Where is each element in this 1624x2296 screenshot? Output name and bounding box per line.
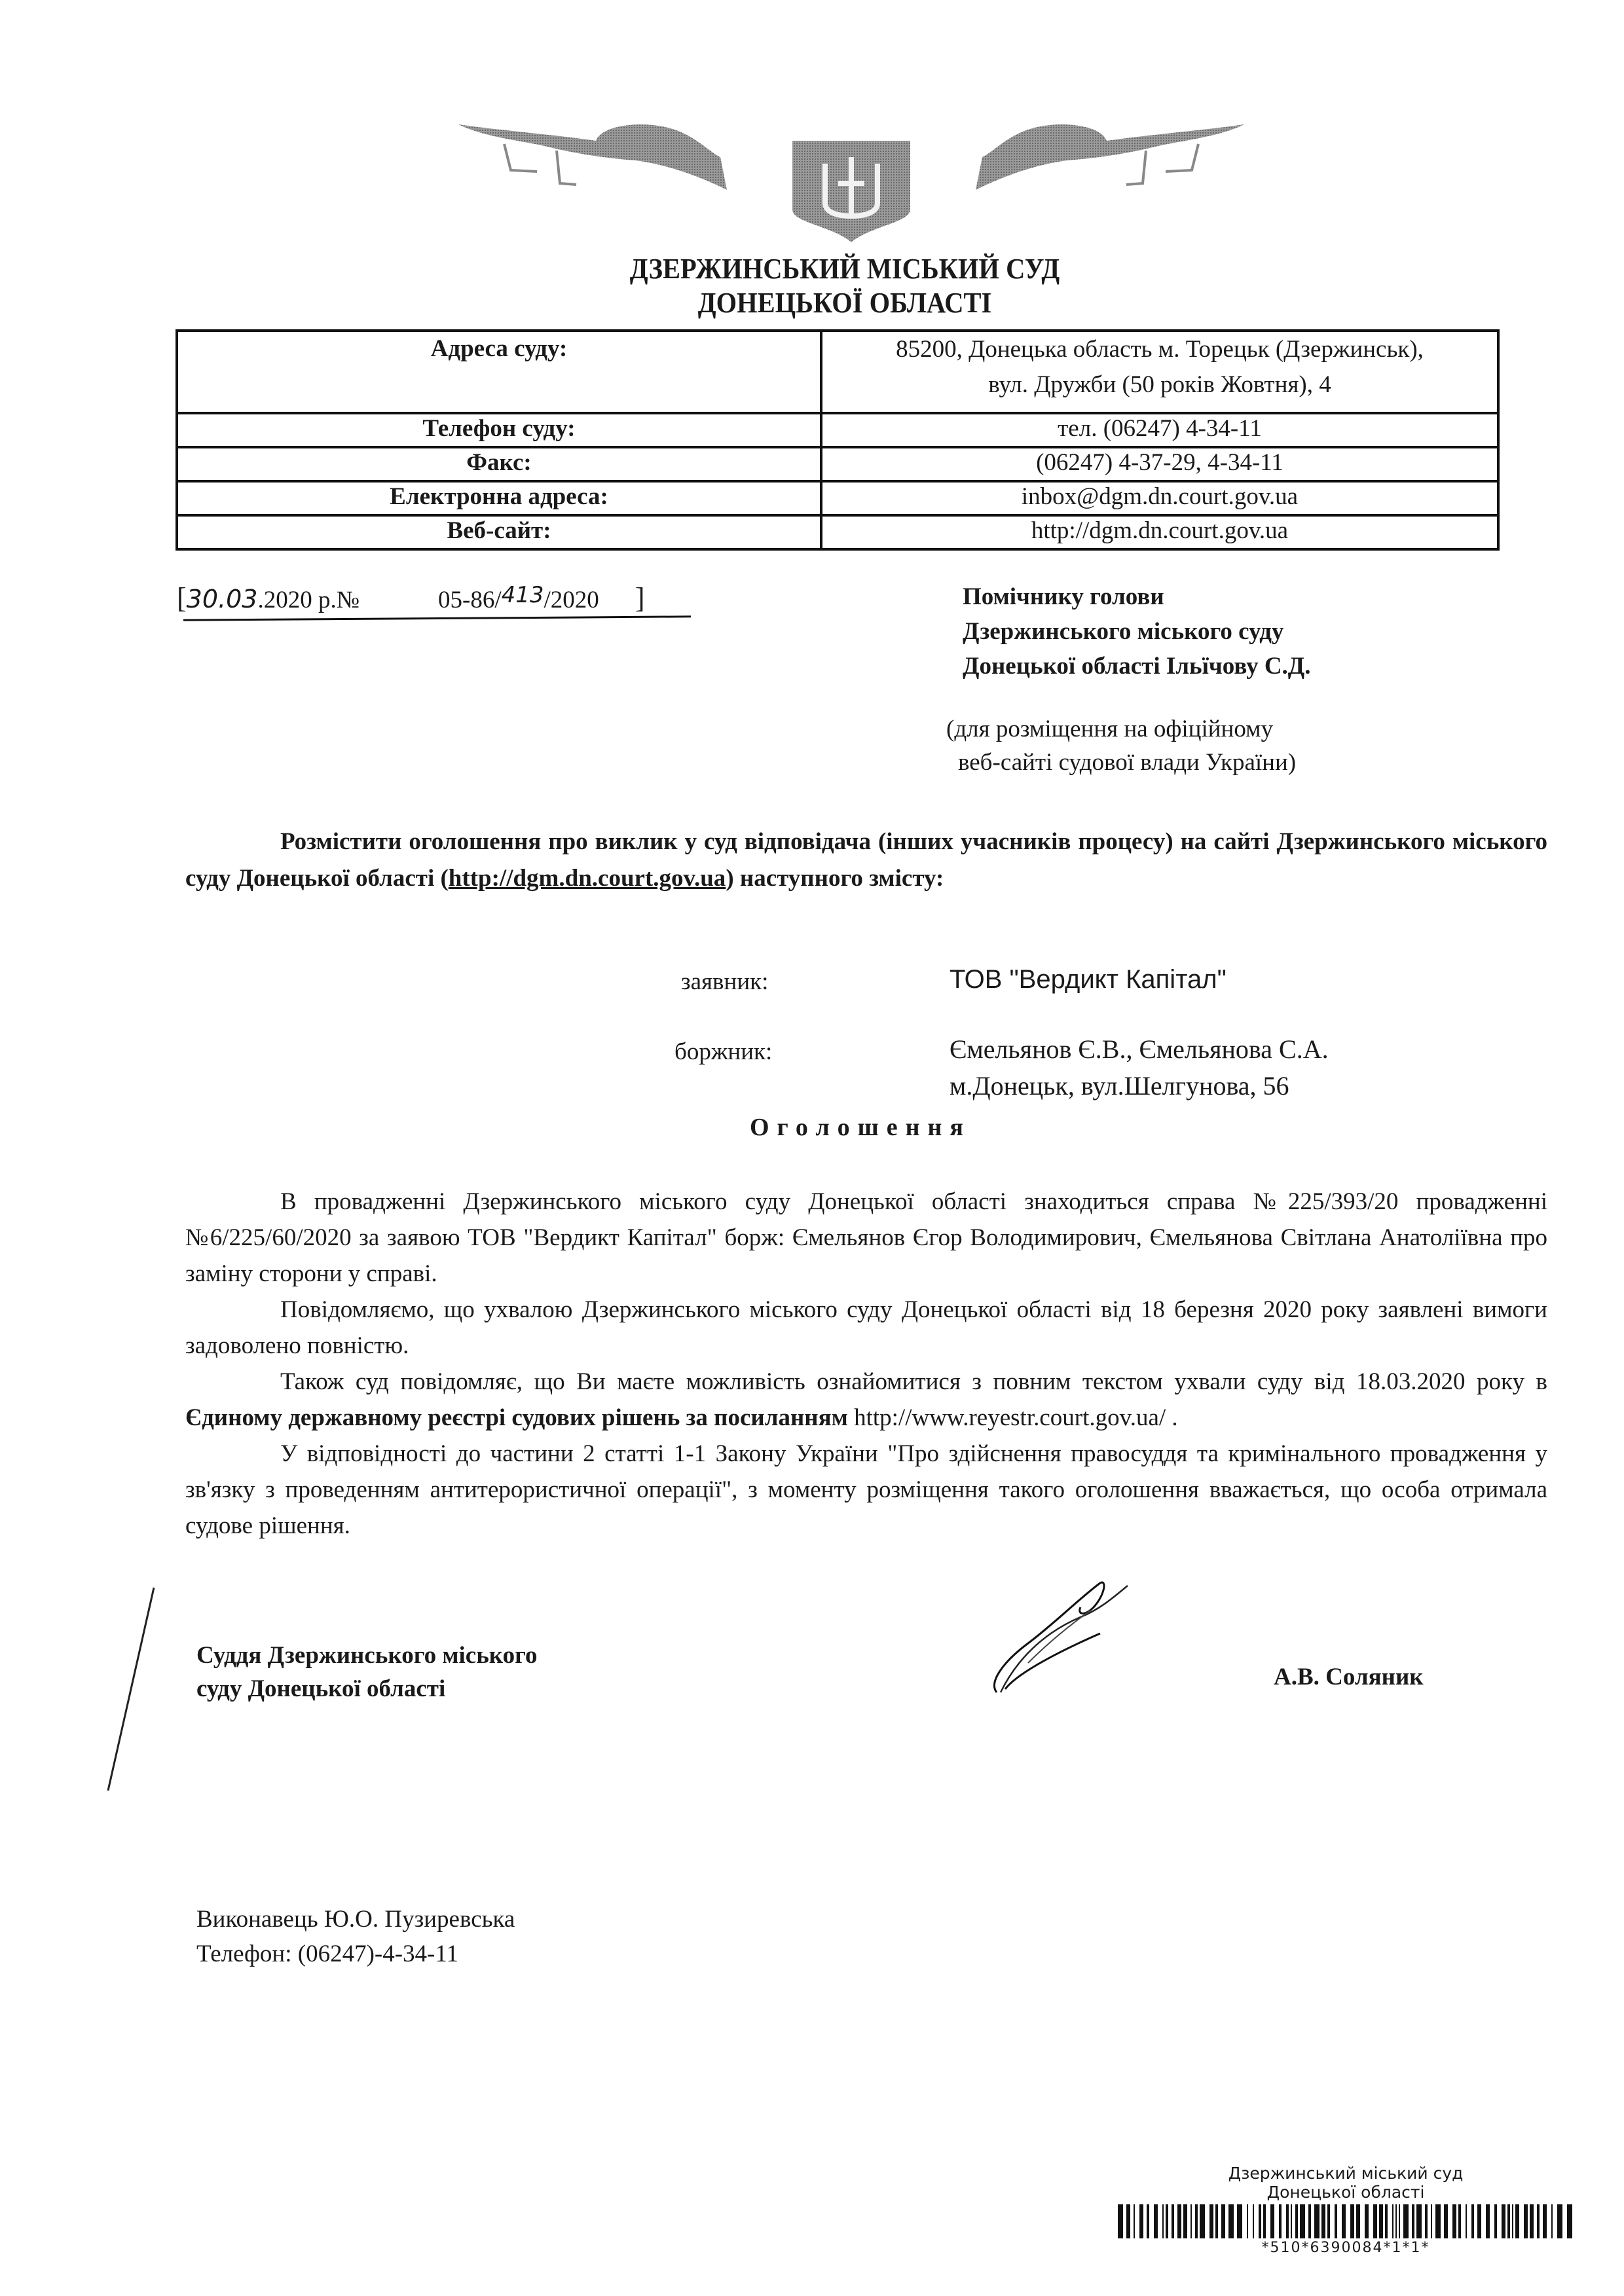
barcode-bar <box>1512 2204 1513 2238</box>
barcode-text: *510*6390084*1*1* <box>1261 2240 1430 2256</box>
barcode-bar <box>1300 2204 1305 2238</box>
body-paragraph-4 <box>185 1436 1547 1544</box>
body-paragraph-1 <box>185 1184 1547 1292</box>
barcode-bar <box>1327 2204 1330 2238</box>
signature-icon <box>950 1558 1179 1722</box>
barcode-bar <box>1435 2204 1441 2238</box>
table-row <box>177 515 1498 549</box>
barcode-bar <box>1215 2204 1218 2238</box>
barcode-bar <box>1134 2204 1135 2238</box>
court-website-link[interactable]: http://dgm.dn.court.gov.ua <box>448 865 726 892</box>
barcode-bar <box>1530 2204 1534 2238</box>
stamp-line2: Донецької області <box>1266 2183 1425 2202</box>
court-name-line2: ДОНЕЦЬКОЇ ОБЛАСТІ <box>697 287 992 319</box>
phone-label: Телефон суду: <box>177 413 821 447</box>
barcode-bar <box>1335 2204 1337 2238</box>
barcode-bar <box>1162 2204 1164 2238</box>
barcode-bar <box>1118 2204 1123 2238</box>
barcode-bar <box>1308 2204 1311 2238</box>
barcode-bar <box>1209 2204 1213 2238</box>
close-bracket: ] <box>635 582 645 614</box>
barcode-bar <box>1507 2204 1510 2238</box>
barcode-bar <box>1537 2204 1540 2238</box>
email-value[interactable]: inbox@dgm.dn.court.gov.ua <box>821 481 1498 515</box>
note-line2: веб-сайті судової влади України) <box>958 749 1297 776</box>
judge-position <box>196 1639 538 1705</box>
margin-slash-mark <box>105 1584 157 1794</box>
court-name-line1: ДЗЕРЖИНСЬКИЙ МІСЬКИЙ СУД <box>629 253 1060 285</box>
date-suffix: .2020 р.№ <box>257 587 360 613</box>
barcode-bar <box>1412 2204 1414 2238</box>
barcode-bar <box>1259 2204 1261 2238</box>
table-row <box>177 481 1498 515</box>
barcode-bar <box>1471 2204 1474 2238</box>
barcode-bar <box>1392 2204 1393 2238</box>
address-value <box>821 331 1498 413</box>
recipient-block <box>963 579 1311 683</box>
table-row <box>177 447 1498 481</box>
website-label: Веб-сайт: <box>177 515 821 549</box>
executor-phone: Телефон: (06247)-4-34-11 <box>196 1941 458 1967</box>
executor-name: Виконавець Ю.О. Пузиревська <box>196 1906 515 1933</box>
barcode-bar <box>1425 2204 1428 2238</box>
body-paragraph-1-text: В провадженні Дзержинського міського суду Донецької області знаходиться справа №225/393/20 провадженні №6/225/60/2020 за заявою ТОВ "Вердикт Капітал" борж: Ємельянов Єгор Володимирович, Ємельянова Світлана Анатоліївна про заміну сторони у справі. <box>185 1188 1547 1287</box>
barcode-bar <box>1314 2204 1320 2238</box>
barcode-bar <box>1221 2204 1225 2238</box>
handwritten-date: 30.03 <box>186 585 258 613</box>
number-prefix: 05-86/ <box>438 587 502 613</box>
judge-position-line1: Суддя Дзержинського міського <box>196 1642 538 1669</box>
body-paragraph-3-text: Також суд повідомляє, що Ви маєте можливість ознайомитися з повним текстом ухвали суду від 18.03.2020 року в <box>280 1368 1547 1395</box>
applicant-label: заявник: <box>681 968 769 995</box>
debtor-address: м.Донецьк, вул.Шелгунова, 56 <box>950 1071 1289 1101</box>
barcode-bar <box>1373 2204 1377 2238</box>
barcode-bar <box>1452 2204 1456 2238</box>
registry-name: Єдиному державному реєстрі судових рішень за посиланням <box>185 1404 848 1431</box>
announcement-title: Оголошення <box>750 1114 971 1141</box>
barcode-bar <box>1567 2204 1572 2238</box>
placement-note <box>946 712 1296 779</box>
barcode-bar <box>1524 2204 1528 2238</box>
address-label: Адреса суду: <box>177 331 821 413</box>
barcode-bar <box>1502 2204 1505 2238</box>
coat-of-arms-emblem-icon <box>445 111 1257 242</box>
barcode-bar <box>1379 2204 1383 2238</box>
barcode-bar <box>1477 2204 1481 2238</box>
registry-link[interactable]: http://www.reyestr.court.gov.ua/ . <box>847 1404 1178 1431</box>
barcode-bar <box>1126 2204 1130 2238</box>
address-line1: 85200, Донецька область м. Торецьк (Дзержинськ), <box>896 336 1424 363</box>
body-paragraph-4-text: У відповідності до частини 2 статті 1-1 Закону України "Про здійснення правосуддя та кримінального провадження у зв'язку з проведенням антитерористичної операції", з моменту розміщення такого оголошення вважається, що особа отримала судове рішення. <box>185 1440 1547 1539</box>
open-bracket: [ <box>177 582 187 614</box>
barcode-bar <box>1385 2204 1388 2238</box>
barcode-bar <box>1147 2204 1149 2238</box>
barcode-bar <box>1543 2204 1547 2238</box>
barcode-bar <box>1237 2204 1242 2238</box>
barcode-bar <box>1458 2204 1461 2238</box>
phone-value: тел. (06247) 4-34-11 <box>821 413 1498 447</box>
barcode-bar <box>1466 2204 1467 2238</box>
barcode-bar <box>1263 2204 1266 2238</box>
executor-block <box>196 1902 515 1971</box>
barcode-bar <box>1486 2204 1490 2238</box>
body-paragraph-3 <box>185 1364 1547 1436</box>
barcode-bar <box>1515 2204 1519 2238</box>
applicant-value: ТОВ "Вердикт Капітал" <box>950 965 1227 994</box>
body-paragraph-2-text: Повідомляємо, що ухвалою Дзержинського міського суду Донецької області від 18 березня 2020 року заявлені вимоги задоволено повністю. <box>185 1296 1547 1359</box>
barcode-bar <box>1177 2204 1181 2238</box>
barcode-bar <box>1286 2204 1289 2238</box>
date-underline <box>183 615 691 621</box>
barcode-bar <box>1342 2204 1346 2238</box>
stamp-line1: Дзержинський міський суд <box>1228 2164 1464 2183</box>
address-line2: вул. Дружби (50 років Жовтня), 4 <box>988 371 1331 398</box>
barcode-bar <box>1395 2204 1397 2238</box>
barcode-bar <box>1431 2204 1432 2238</box>
barcode-bar <box>1166 2204 1168 2238</box>
barcode-bar <box>1228 2204 1234 2238</box>
barcode-bar <box>1291 2204 1292 2238</box>
registration-stamp <box>1107 2164 1585 2256</box>
debtor-names: Ємельянов Є.В., Ємельянова С.А. <box>950 1034 1329 1064</box>
recipient-line1: Помічнику голови <box>963 583 1164 610</box>
barcode-bar <box>1172 2204 1174 2238</box>
barcode-icon <box>1116 2204 1575 2238</box>
intro-paragraph <box>185 824 1547 897</box>
barcode-bar <box>1195 2204 1198 2238</box>
barcode-bar <box>1253 2204 1254 2238</box>
barcode-bar <box>1551 2204 1553 2238</box>
barcode-bar <box>1557 2204 1562 2238</box>
website-value[interactable]: http://dgm.dn.court.gov.ua <box>821 515 1498 549</box>
barcode-bar <box>1494 2204 1497 2238</box>
intro-text: Розмістити оголошення про виклик у суд відповідача (інших учасників процесу) на сайті Дзержинського міського суду Донецької області ( <box>185 828 1547 892</box>
outgoing-date-number <box>177 581 644 615</box>
barcode-bar <box>1295 2204 1298 2238</box>
barcode-bar <box>1247 2204 1248 2238</box>
barcode-bar <box>1270 2204 1274 2238</box>
table-row <box>177 331 1498 413</box>
recipient-line3: Донецької області Ільїчову С.Д. <box>963 653 1311 680</box>
barcode-bar <box>1350 2204 1354 2238</box>
fax-label: Факс: <box>177 447 821 481</box>
court-contacts-table <box>175 329 1500 551</box>
barcode-bar <box>1279 2204 1282 2238</box>
judge-position-line2: суду Донецької області <box>196 1675 446 1702</box>
barcode-bar <box>1356 2204 1360 2238</box>
barcode-bar <box>1190 2204 1192 2238</box>
handwritten-number: 413 <box>501 582 544 608</box>
number-suffix: /2020 <box>544 587 599 613</box>
barcode-bar <box>1416 2204 1422 2238</box>
barcode-bar <box>1399 2204 1400 2238</box>
barcode-bar <box>1139 2204 1143 2238</box>
recipient-line2: Дзержинського міського суду <box>963 618 1284 645</box>
barcode-bar <box>1444 2204 1448 2238</box>
debtor-label: боржник: <box>674 1038 773 1065</box>
note-line1: (для розміщення на офіційному <box>946 716 1274 742</box>
fax-value: (06247) 4-37-29, 4-34-11 <box>821 447 1498 481</box>
barcode-bar <box>1200 2204 1205 2238</box>
barcode-bar <box>1365 2204 1369 2238</box>
table-row <box>177 413 1498 447</box>
barcode-bar <box>1154 2204 1158 2238</box>
email-label: Електронна адреса: <box>177 481 821 515</box>
announcement-body <box>185 1184 1547 1544</box>
body-paragraph-2 <box>185 1292 1547 1364</box>
intro-text-end: ) наступного змісту: <box>726 865 944 892</box>
barcode-bar <box>1403 2204 1409 2238</box>
judge-name: А.В. Соляник <box>1274 1664 1424 1690</box>
barcode-bar <box>1183 2204 1187 2238</box>
barcode-bar <box>1321 2204 1325 2238</box>
